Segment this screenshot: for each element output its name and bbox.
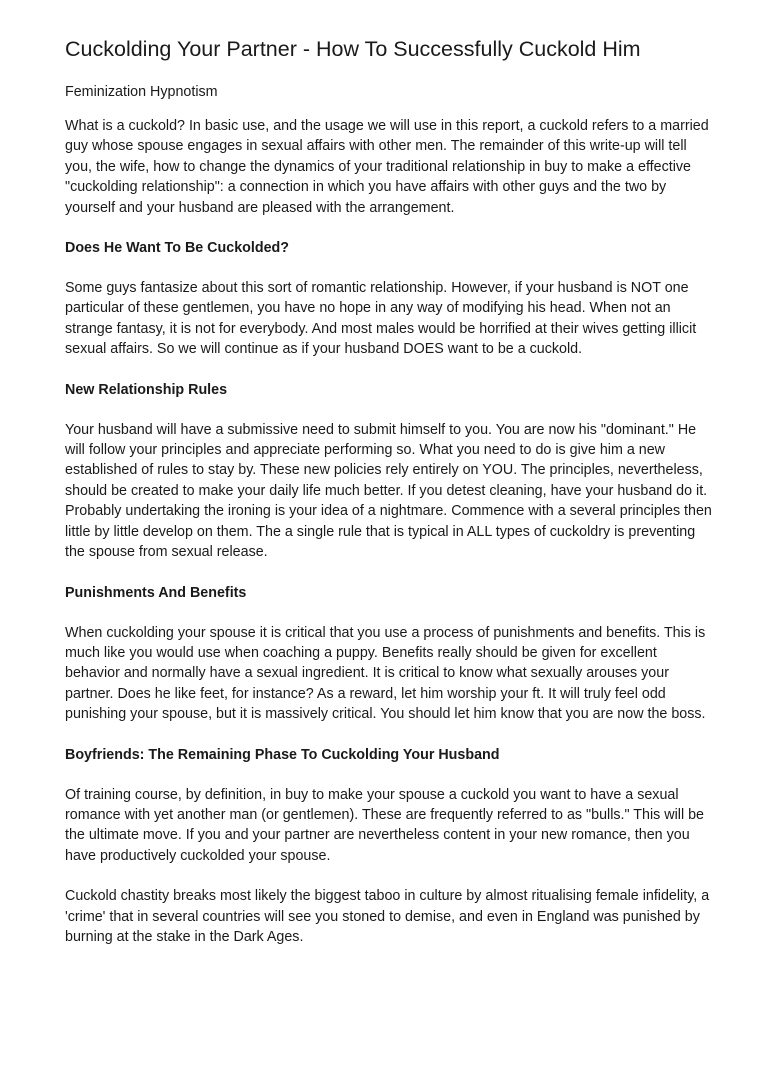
section-paragraph: Your husband will have a submissive need to submit himself to you. You are now his "dominant." He will follow your principles and appreciate performing so. What you need to do is give him a new established of rules to stay by. These new policies rely entirely on YOU. The principles, nevertheless, should be created to make your daily life much better. If you detest cleaning, have your husband do it. Probably undertaking the ironing is your idea of a nightmare. Commence with a several principles then little by little develop on them. The a single rule that is typical in ALL types of cuckoldry is preventing the spouse from sexual release. <box>65 421 712 561</box>
document-title: Cuckolding Your Partner - How To Successfully Cuckold Him <box>65 37 641 61</box>
section-heading-punishments: Punishments And Benefits <box>65 584 247 601</box>
section-paragraph: When cuckolding your spouse it is critical that you use a process of punishments and benefits. This is much like you would use when coaching a puppy. Benefits really should be given for excellent behavior and normally have a sexual ingredient. It is critical to know what sexually arouses your partner. Does he like feet, for instance? As a reward, let him worship your ft. It will truly feel odd punishing your spouse, but it is massively critical. You should let him know that you are now the boss. <box>65 624 706 723</box>
intro-paragraph: What is a cuckold? In basic use, and the usage we will use in this report, a cuckold refers to a married guy whose spouse engages in sexual affairs with other men. The remainder of this write-up will tell you, the wife, how to change the dynamics of your traditional relationship in buy to make a effective "cuckolding relationship": a connection in which you have affairs with other guys and the two by yourself and your husband are pleased with the arrangement. <box>65 118 709 216</box>
section-heading-relationship-rules: New Relationship Rules <box>65 381 228 398</box>
section-paragraph: Of training course, by definition, in buy to make your spouse a cuckold you want to have a sexual romance with yet another man (or gentlemen). These are frequently referred to as "bulls." This will be the ultimate move. If you and your partner are nevertheless content in your new romance, then you have productively cuckolded your spouse. <box>65 786 704 864</box>
section-heading-wants-cuckold: Does He Want To Be Cuckolded? <box>65 240 290 257</box>
section-paragraph: Cuckold chastity breaks most likely the biggest taboo in culture by almost ritualising female infidelity, a 'crime' that in several countries will see you stoned to demise, and even in England was punished by burning at the stake in the Dark Ages. <box>65 888 710 945</box>
document-subtitle: Feminization Hypnotism <box>65 84 218 100</box>
section-heading-boyfriends: Boyfriends: The Remaining Phase To Cuckolding Your Husband <box>65 746 500 763</box>
section-paragraph: Some guys fantasize about this sort of romantic relationship. However, if your husband is NOT one particular of these gentlemen, you have no hope in any way of modifying his head. When not an strange fantasy, it is not for everybody. And most males would be horrified at their wives getting illicit sexual affairs. So we will continue as if your husband DOES want to be a cuckold. <box>65 280 697 358</box>
document-page <box>65 34 715 947</box>
